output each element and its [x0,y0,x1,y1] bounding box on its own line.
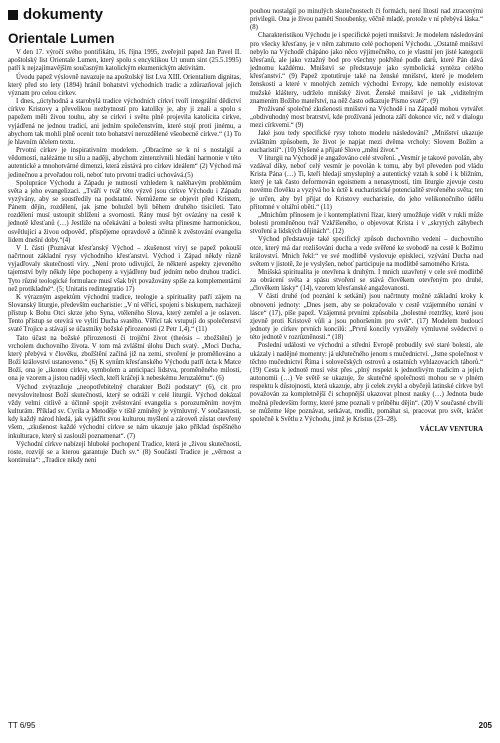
paragraph: Východ představuje také specifický způsob duchovního vedení – duchovního otce, který má dar rozlišování ducha a vede svěřené ke svobodě na cestě k Božímu království. Mnich řekl:“ ve své modlitbě vyslovuje episkleci, vzývání Ducha nad světem v jistotě, že je vyslyšen, neboť participuje na modlitbě samotného Krista. [250,236,483,268]
right-column [250,8,483,434]
page-number: 205 [478,721,492,730]
paragraph: Prvotní církev je inspirativním modelem. „Obracíme se k ní s nostalgií a vědomostí, nalézáme tu sílu a naději, abychom zintenzívnili hledání harmonie v této autentické a mnohotvárné dimenzi, která zůstává pro církev ideálem“ (2) Východ má jedinečnou a prvořadou roli, neboť tuto prvotní tradici uchovává.(5) [8,147,241,179]
paragraph: V den 17. výročí svého pontifikátu, 16. října 1995, zveřejnil papež Jan Pavel II. apoštolský list Orientale Lumen, který spolu s encyklikou Ut unum sint (25.5.1995) patří k nejzajímavějším současným katolickým ekumenickým aktivitám. [8,49,241,73]
page-footer [8,721,492,730]
paragraph: Mnišská spiritualita je otevřena k druhým. I mnich uzavřený v cele své modlitbě za obrácení světa a spásu stvoření se stává člověkem otevřeným pro druhé, „člověkem lásky“ (14), vzorem křesťanské angažovanosti. [250,269,483,293]
paragraph: V I. části (Poznávat křesťanský Východ – zkušenost víry) se papež pokouší načrtnout základní rysy východního křesťanství. Východ i Západ někdy různě vyjadřovaly skutečnosti víry. „Není proto udivující, že některé aspekty zjeveného tajemství byly někdy lépe pochopeny a vyjádřeny buď jedním nebo druhou tradicí. Tyto různé teologické formulace musí však být považovány spíše za komplementární než protikladné“. (5; Unitatis redintegratio 17) [8,244,241,293]
paragraph: Úvodu papež výslovně navazuje na apoštolský list Lva XIII. Orientalium dignitas, který před sto lety (1894) hránil bohatství východních tradic a zdůrazňoval jejich význam pro celou církev. [8,73,241,97]
issue-label: TT 6/95 [8,721,36,730]
paragraph: Charakteristikou Východu je i specifické pojetí mnišství: Je modelem následování pro všecky křesťany, je v něm zahrnuto celé pochopení Východu. „Ostatně mnišství nebylo na Východě chápáno jako něco výjimečného, co je vlastní jen jisté kategorii křesťanů, ale jako vztažný bod pro všechny pokřtěné podle darů, které Pán dává jednomu každému. Mnišství se představuje jako symbolická syntéza celého křesťanství.“ (9) Papež zpotutíruje také na ženské mnišství, které je modelem ženskosti a které v mnohých zemích východní Evropy, kde nemohly existovat mužské kláštery, udrželo mnišský život. Ženské mnišství je tak „viditelným znamením Božího mateřství, na něž často odkazuje Písmo svaté“. (9) [250,32,483,105]
paragraph: I dnes, „úctyhodná a starobylá tradice východních církví tvoří integrální dědictví církve Kristovy a převelikou nezbytností pro katolíky je, aby ji znali a spolu s papežem měli živou touhu, aby se církvi i světu plně projevila katolicita církve, vyjádřená ne jednou tradicí, ani jedním společenstvím, které stojí proti jinému, a abychom tak mohli plně ocenit toto bohatství nerozdělené všeobecné církve.“ (1) To je hlavním účelem textu. [8,98,241,146]
paragraph: V části druhé (od poznání k setkání) jsou načrtnuty možné základní kroky k obnovení jednoty: „Dnes jsem, aby se pokračovalo v cestě vzájemného uznání v lásce“ (17), píše papež. Vzájemná prvními způsobila „bolestné roztržky, které jsou zjevně proti Kristově vůli a jsou pohoršením pro svět“. (17) Modelem budoucí jednoty je církev prvních koncilů: „První koncily vytvářely výmluvné svědectví o této jednotě v rozrůzněnosti.“ (18) [250,293,483,342]
paragraph: Prožívané společné zkušenosti mnišství na Východě i na Západě mohou vytvářet „obdivuhodný most bratrství, kde prožívaná jednota září dokonce víc, než v dialogu mezi církvemi.“ (9) [250,105,483,130]
article-title: Orientale Lumen [8,31,115,46]
paragraph: pouhou nostalgií po minulých skutečnostech či formách, není lítostí nad ztracenými privilegii. Ona je živou pamětí Snoubenky, věčně mladé, protože v ní přebývá láska.“ (8) [250,8,483,32]
paragraph: Východní církve nabízejí hluboké pochopení Tradice, která je „živou skutečností, roste, rozvíjí se a kterou garantuje Duch sv.“ (8) Součástí Tradice je „věrnost a kontinuita“: „Tradice nikdy není [8,440,241,464]
paragraph: Spolupráce Východu a Západu je nutností vzhledem k naléhavým problémům světa a jeho evangelizaci. „Tváří v tvář této výzvě jsou církve Východu i Západu vyzývány, aby se soustředily na podstatné. Nemůžeme se objevit před Kristem, Pánem dějin, rozdělení, jak jsme bohužel byli během druhého tisíciletí. Tato rozdělení musí ustoupit sblížení a svornosti. Rány musí být ovázány na cestě k jednotě křesťanů (…) Jestliže na očekávání a bolesti světa přinesme harmonickou, osvětlující a živou odpověď, přispějeme opravdově a účinně k zvěstování evangelia lidem dnešní doby.“(4) [8,179,241,244]
square-bullet-icon [8,10,18,20]
section-label: dokumenty [23,6,104,23]
paragraph: V liturgii na Východě je angažováno celé stvoření. „Vesmír je takové povolán, aby vzdával díky, neboť celý vesmír je povolán k tomu, aby byl převeden pod vládu Krista Pána (…) Ti, kteří hledají smysluplný a autentický vztah k sobě i k bližním, který je tak často deformován egoismem a nenasytností, tím liturgie zjevuje cestu novému člověku a vyzývá ho k úctě k eucharistické potencialitě stvořeného světa; ten je určen, aby byl přijat do Kristovy eucharistie, do jeho velikonočního údělu přítomné v oltářní oběti.“ (11) [250,154,483,211]
author-signature: VÁCLAV VENTURA [419,425,483,433]
paragraph: Tato účast na božské přirozenosti či trojiční život (theósis – zbožštění) je vrcholem duchovního života. V tom má zvláštní úlohu Duch svatý. „Moci Ducha, který přebývá v člověku, zbožštění začíná již na zemi, stvoření je proměňováno a Boží království ustanoveno.“ (6) K synům křesťanského Východu patří úcta k Matce Boží, ona je „ikonou církve, symbolem a anticipací lidstva, proměněného milostí, ona je vzorem a jistou nadějí všech, kteří kráčejí k nebeskému Jeruzalému“. (6) [8,334,241,383]
section-header [8,6,103,23]
paragraph: Jaké jsou tedy specifické rysy tohoto modelu následování? „Mnišství ukazuje zvláštním způsobem, že život je napjat mezi dvěma vrcholy: Slovem Božím a eucharistií“. (10) Slyšené a přijaté Slovo „mění život.“ [250,130,483,154]
paragraph: K výrazným aspektům východní tradice, teologie a spirituality patří zájem na Slovanský liturgie, především eucharistie: „V ní věřící, spojeni s biskupem, nacházejí přístup k Bohu Otci skrze jeho Syna, vtěleného Slova, který zemřel a je oslaven. Tento přístup se otevírá ve vylití Ducha svatého. Věřící tak vstupují do společenství svaté Trojice a stávají se účastníky božské přirozenosti (2 Petr 1,4).“ (11) [8,293,241,334]
left-column [8,27,241,465]
paragraph: Poslední události ve východní a střední Evropě probudily své staré bolesti, ale ukázaly i nadějné momenty: já ukřutečného jenom s mučednictví. „Jsme společnost v těchto mučednictví Říma i solovečských ostrovů a ostatních vyhlazovacích táborů.“ (19) Cesta k jednotě musí vést přes „plný respekt k jednotlivým tradicím a jejich autonomii (…) Ve světě se ukazuje, že skutečné společnosti mohou se v plném respektu k důstojnosti, která ukazuje, aby ji celek zvykl a obyčejů latinské církve byl považován za kompletnější či schopnější ukazovat plnost nauky (…) Jednota bude možná především formy, které jsme poznali v průběhu dějin“. (20) V současné chvíli se můžeme lépe poznávat, setkávat, modlit, pomáhat si, pracovat pro svět, kráčet společně k Světlu z Východu, jímž je Kristus (23–28). [250,342,483,423]
paragraph: „Mnichům přínosem je i kontemplativní řízar, který umožňuje vidět v rukli může bolesti proměněnou tvář Vzkříšeného, o objevovat Krista i v „skrytých záhybech stvoření a lidských dějinách“. (12) [250,211,483,236]
paragraph: Východ zvýrazňuje „neopotřebitelný charakter Boží podstaty“ (6), cit pro nevyslovitelnost Boží skutečnosti, který se odráží v celé liturgii. Východ dokázal vždy velmi citlivě a účinně spojit zvěstování evangelia s porozuměním novým kulturám. Příklad sv. Cyrila a Metoděje v tiště zmíněný je výmluvný. V současnosti, kdy každý národ hledá, jak vyjádřit svou kulturou myšlení a zároveň zůstat otevřený všem, „zkušenost každé východní církve se nám ukazuje jako příklad úspěšného inkulturace, který si zaslouží poznamenat“. (7) [8,383,241,440]
